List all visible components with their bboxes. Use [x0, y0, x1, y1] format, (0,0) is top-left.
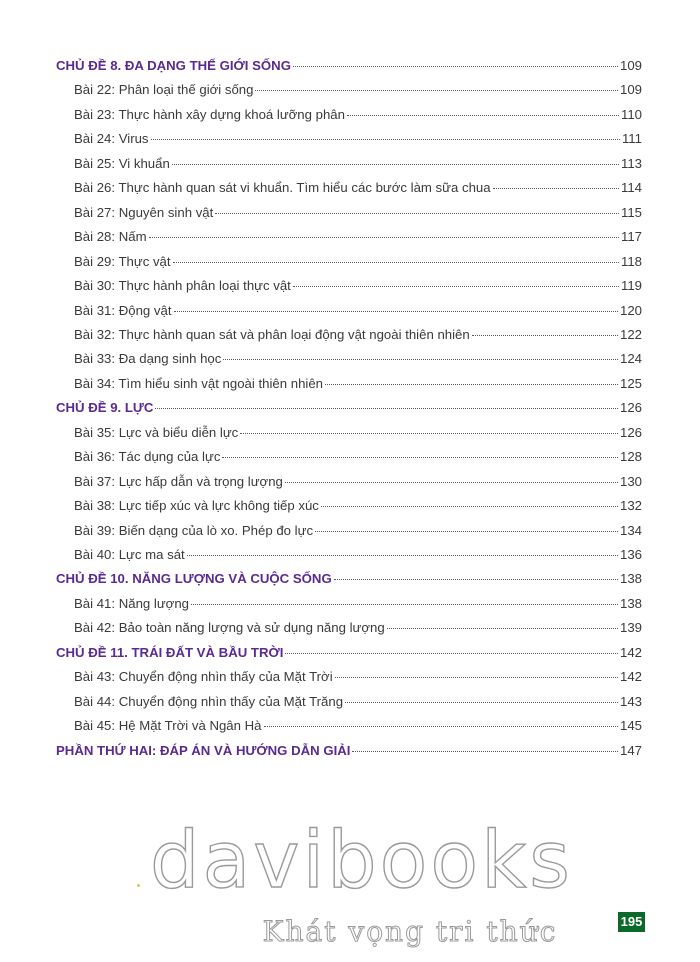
dot-leader	[334, 579, 618, 580]
toc-lesson-row	[74, 596, 642, 614]
toc-entry-page: 115	[620, 204, 642, 220]
toc-entry-title: Bài 44: Chuyển động nhìn thấy của Mặt Trăng	[74, 693, 344, 709]
publisher-logo: davibooks	[150, 816, 573, 906]
toc-lesson-row	[74, 327, 642, 345]
dot-leader	[285, 653, 618, 654]
toc-entry-page: 138	[619, 595, 642, 611]
toc-lesson-row	[74, 180, 642, 198]
toc-chapter-row	[56, 400, 642, 418]
toc-entry-page: 130	[619, 473, 642, 489]
toc-entry-page: 110	[620, 106, 642, 122]
dot-leader	[172, 164, 619, 165]
dot-leader	[293, 66, 618, 67]
toc-entry-page: 134	[619, 522, 642, 538]
toc-entry-page: 114	[620, 180, 642, 196]
dot-leader	[345, 702, 618, 703]
toc-lesson-row	[74, 351, 642, 369]
toc-entry-page: 120	[619, 302, 642, 318]
toc-chapter-row	[56, 58, 642, 76]
dot-leader	[387, 628, 618, 629]
toc-entry-page: 126	[619, 400, 642, 416]
toc-entry-title: Bài 36: Tác dụng của lực	[74, 449, 221, 465]
toc-entry-page: 124	[619, 351, 642, 367]
toc-entry-page: 139	[619, 620, 642, 636]
dot-leader	[335, 677, 618, 678]
toc-entry-title: CHỦ ĐỀ 9. LỰC	[56, 400, 154, 416]
toc-entry-page: 125	[619, 375, 642, 391]
toc-entry-title: Bài 33: Đa dạng sinh học	[74, 351, 222, 367]
toc-entry-title: Bài 29: Thực vật	[74, 253, 171, 269]
toc-entry-page: 143	[619, 693, 642, 709]
toc-lesson-row	[74, 425, 642, 443]
dot-leader	[347, 115, 619, 116]
toc-lesson-row	[74, 229, 642, 247]
toc-entry-title: Bài 31: Động vật	[74, 302, 172, 318]
decorative-dot	[137, 884, 140, 887]
toc-entry-title: Bài 42: Bảo toàn năng lượng và sử dụng năng lượng	[74, 620, 385, 636]
toc-entry-title: Bài 22: Phân loại thế giới sống	[74, 82, 254, 98]
dot-leader	[493, 188, 619, 189]
toc-lesson-row	[74, 376, 642, 394]
toc-entry-title: Bài 41: Năng lượng	[74, 595, 189, 611]
toc-entry-title: Bài 23: Thực hành xây dựng khoá lưỡng phân	[74, 106, 345, 122]
toc-entry-title: Bài 45: Hệ Mặt Trời và Ngân Hà	[74, 718, 262, 734]
toc-entry-title: Bài 35: Lực và biểu diễn lực	[74, 424, 239, 440]
toc-entry-page: 117	[620, 229, 642, 245]
publisher-slogan: Khát vọng tri thức	[262, 915, 558, 948]
toc-lesson-row	[74, 620, 642, 638]
toc-entry-title: Bài 30: Thực hành phân loại thực vật	[74, 278, 291, 294]
toc-entry-page: 119	[620, 278, 642, 294]
toc-entry-page: 142	[619, 669, 642, 685]
toc-entry-page: 113	[620, 155, 642, 171]
dot-leader	[315, 531, 618, 532]
toc-entry-title: Bài 39: Biến dạng của lò xo. Phép đo lực	[74, 522, 314, 538]
dot-leader	[222, 457, 618, 458]
page-number-badge: 195	[618, 912, 645, 932]
toc-entry-title: Bài 28: Nấm	[74, 229, 147, 245]
toc-chapter-row	[56, 571, 642, 589]
toc-entry-page: 109	[619, 82, 642, 98]
toc-entry-page: 145	[619, 718, 642, 734]
toc-lesson-row	[74, 669, 642, 687]
toc-entry-title: Bài 34: Tìm hiểu sinh vật ngoài thiên nhiên	[74, 375, 324, 391]
toc-lesson-row	[74, 205, 642, 223]
toc-entry-title: CHỦ ĐỀ 8. ĐA DẠNG THẾ GIỚI SỐNG	[56, 58, 291, 73]
toc-entry-page: 109	[619, 58, 642, 73]
toc-entry-title: CHỦ ĐỀ 10. NĂNG LƯỢNG VÀ CUỘC SỐNG	[56, 571, 332, 587]
toc-entry-title: PHẦN THỨ HAI: ĐÁP ÁN VÀ HƯỚNG DẪN GIẢI	[56, 742, 351, 758]
dot-leader	[173, 262, 619, 263]
dot-leader	[352, 751, 618, 752]
toc-lesson-row	[74, 498, 642, 516]
toc-lesson-row	[74, 474, 642, 492]
toc-entry-page: 111	[621, 131, 642, 147]
toc-entry-page: 138	[619, 571, 642, 587]
dot-leader	[223, 359, 618, 360]
toc-entry-title: Bài 27: Nguyên sinh vật	[74, 204, 214, 220]
toc-entry-title: Bài 43: Chuyển động nhìn thấy của Mặt Trời	[74, 669, 333, 685]
toc-entry-page: 147	[619, 742, 642, 758]
toc-lesson-row	[74, 107, 642, 125]
toc-entry-title: Bài 24: Virus	[74, 131, 149, 147]
toc-lesson-row	[74, 278, 642, 296]
dot-leader	[321, 506, 618, 507]
dot-leader	[191, 604, 618, 605]
toc-entry-title: CHỦ ĐỀ 11. TRÁI ĐẤT VÀ BẦU TRỜI	[56, 644, 284, 660]
toc-lesson-row	[74, 82, 642, 100]
dot-leader	[255, 90, 618, 91]
dot-leader	[215, 213, 619, 214]
dot-leader	[174, 311, 618, 312]
toc-lesson-row	[74, 449, 642, 467]
toc-entry-title: Bài 32: Thực hành quan sát và phân loại động vật ngoài thiên nhiên	[74, 326, 470, 342]
dot-leader	[264, 726, 618, 727]
toc-lesson-row	[74, 547, 642, 565]
dot-leader	[151, 139, 620, 140]
toc-chapter-row	[56, 645, 642, 663]
toc-lesson-row	[74, 303, 642, 321]
toc-chapter-row	[56, 743, 642, 761]
dot-leader	[187, 555, 618, 556]
toc-entry-page: 128	[619, 449, 642, 465]
toc-entry-title: Bài 38: Lực tiếp xúc và lực không tiếp xúc	[74, 498, 319, 514]
dot-leader	[285, 482, 618, 483]
toc-entry-title: Bài 40: Lực ma sát	[74, 547, 185, 562]
toc-entry-title: Bài 26: Thực hành quan sát vi khuẩn. Tìm hiểu các bước làm sữa chua	[74, 180, 491, 196]
toc-lesson-row	[74, 156, 642, 174]
dot-leader	[325, 384, 618, 385]
toc-entry-page: 118	[620, 253, 642, 269]
toc-entry-page: 126	[619, 424, 642, 440]
toc-entry-page: 122	[619, 326, 642, 342]
dot-leader	[149, 237, 619, 238]
toc-lesson-row	[74, 254, 642, 272]
toc-entry-page: 136	[619, 547, 642, 562]
toc-lesson-row	[74, 694, 642, 712]
toc-lesson-row	[74, 131, 642, 149]
toc-lesson-row	[74, 523, 642, 541]
toc-entry-title: Bài 25: Vi khuẩn	[74, 155, 170, 171]
dot-leader	[240, 433, 618, 434]
dot-leader	[293, 286, 619, 287]
dot-leader	[155, 408, 618, 409]
toc-entry-page: 132	[619, 498, 642, 514]
dot-leader	[472, 335, 618, 336]
toc-entry-title: Bài 37: Lực hấp dẫn và trọng lượng	[74, 473, 283, 489]
toc-entry-page: 142	[619, 644, 642, 660]
toc-lesson-row	[74, 718, 642, 736]
